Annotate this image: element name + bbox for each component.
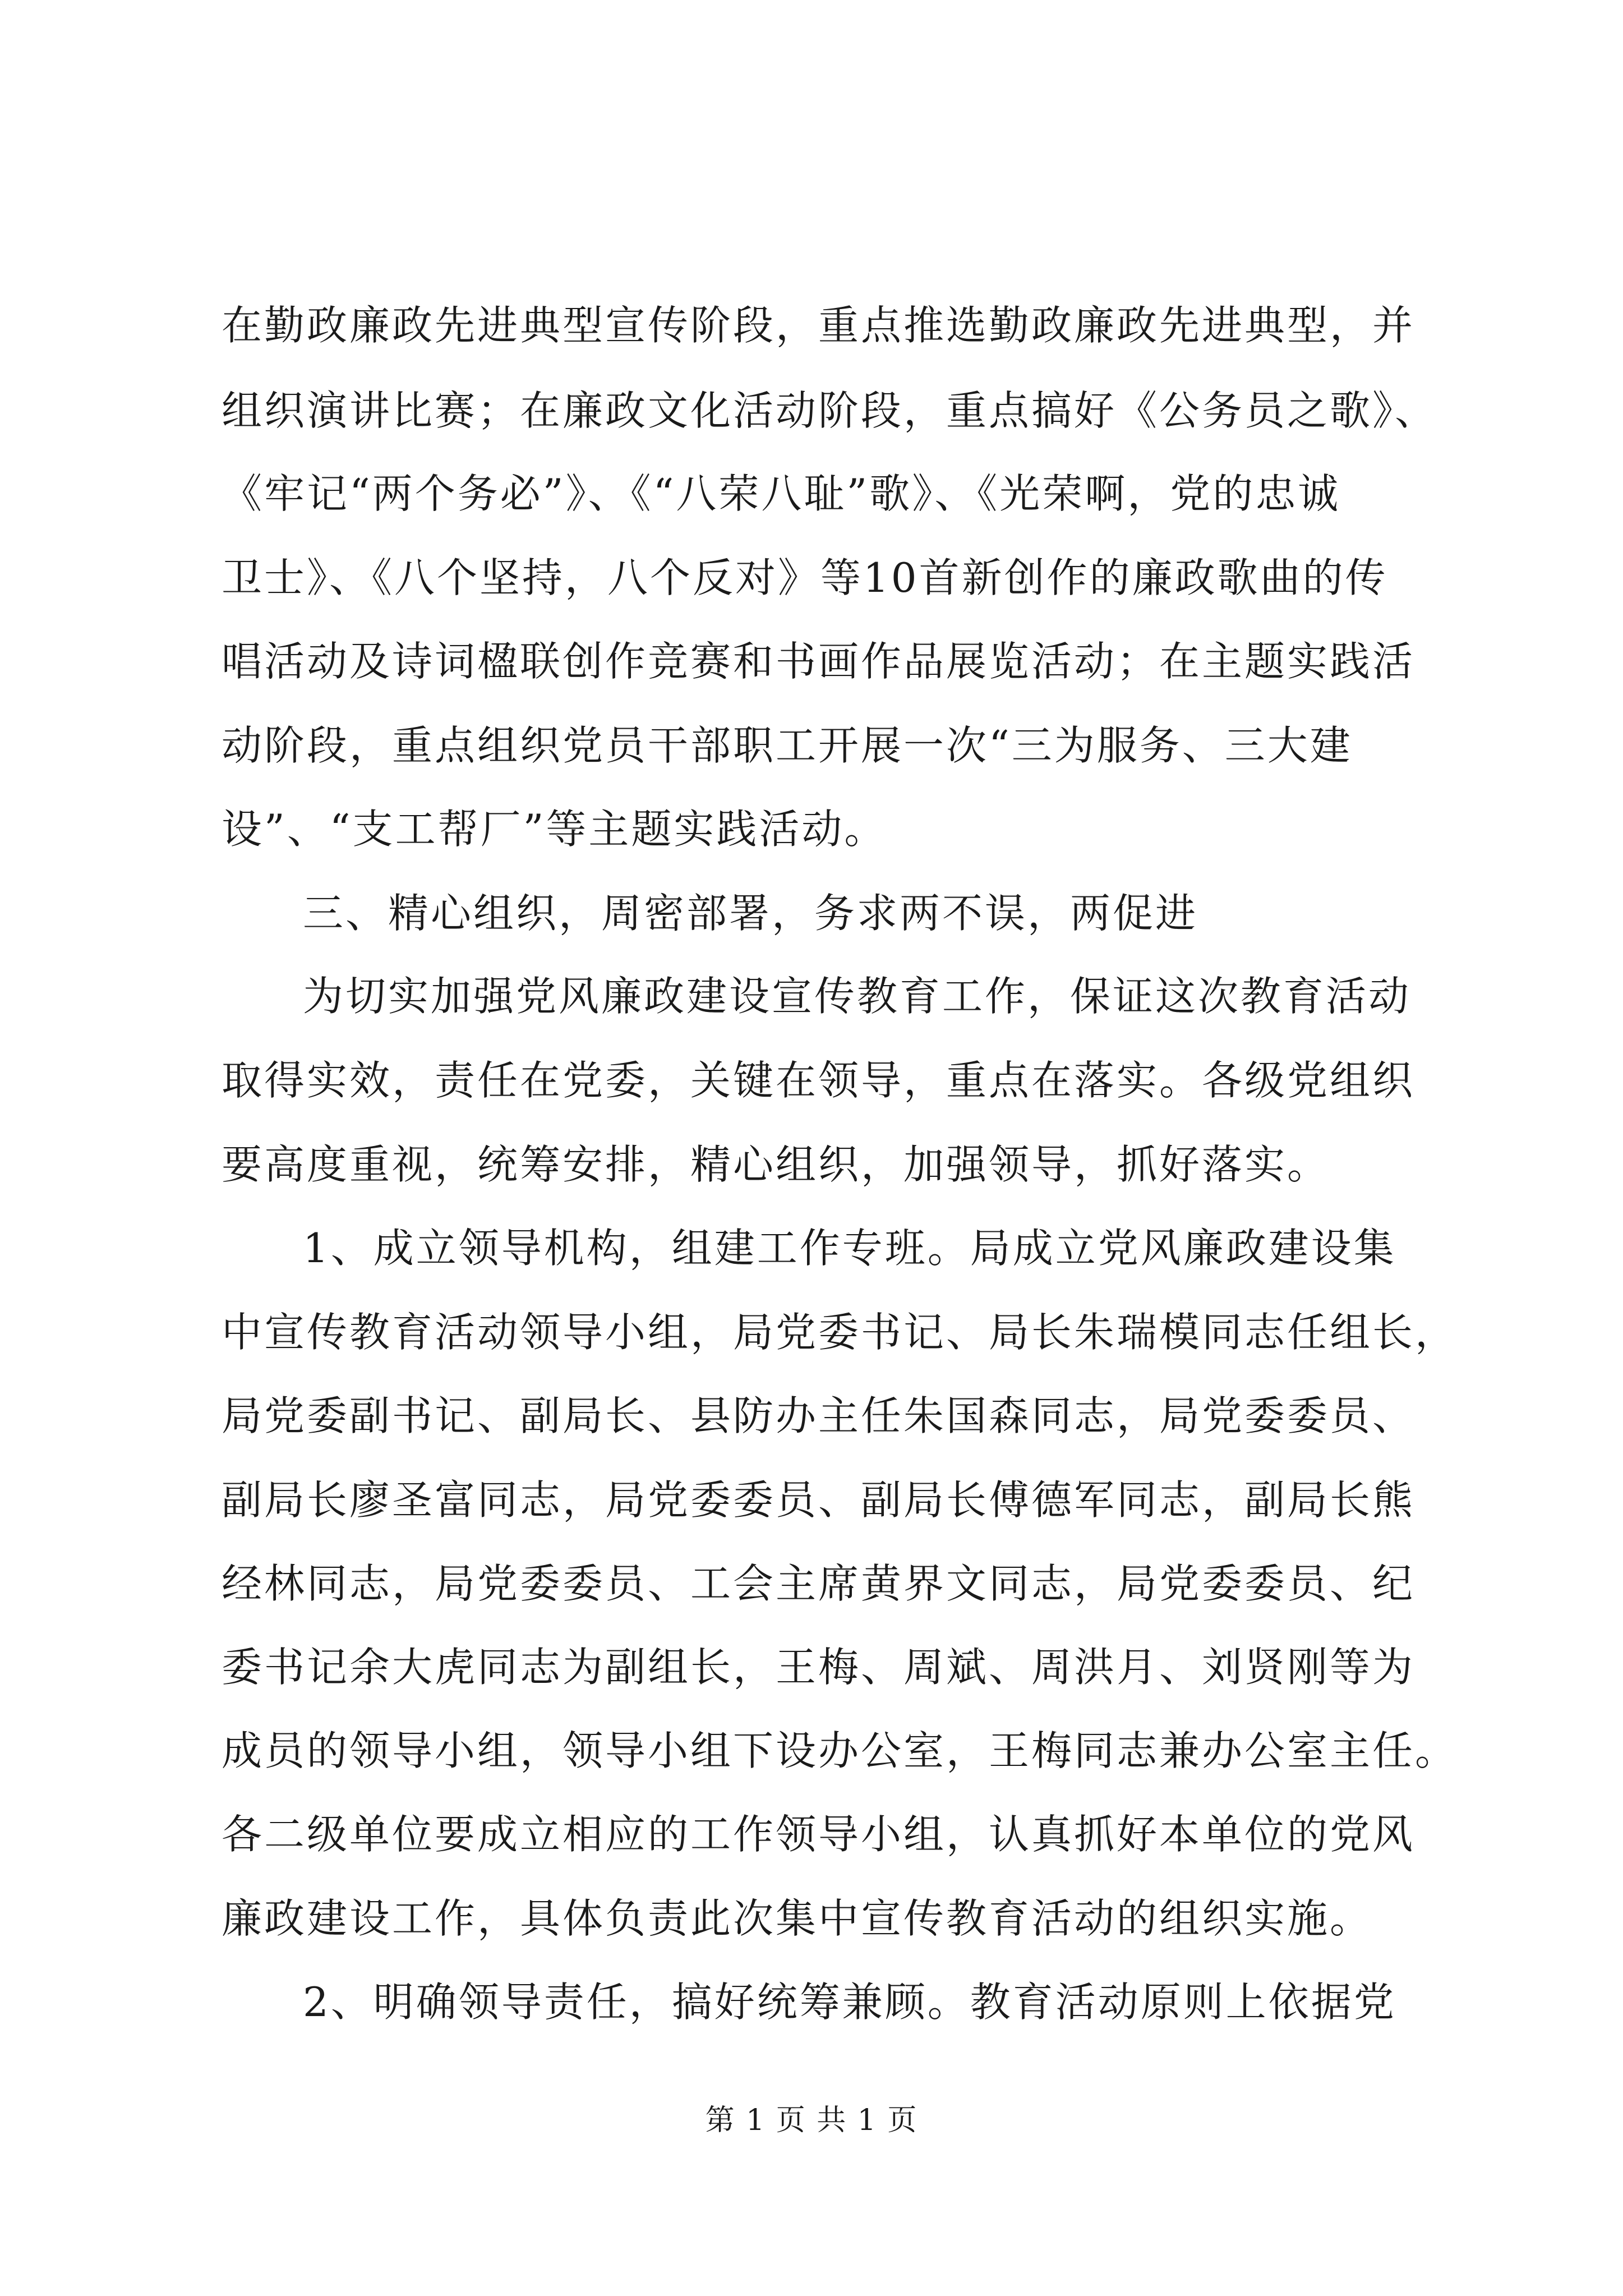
text-line: 各二级单位要成立相应的工作领导小组，认真抓好本单位的党风 [222,1811,1415,1858]
page-footer: 第 1 页 共 1 页 [705,2104,918,2137]
text-line: 《牢记“两个务必”》、《“八荣八耻”歌》、《光荣啊，党的忠诚 [222,470,1341,517]
text-line: 经林同志，局党委委员、工会主席黄界文同志，局党委委员、纪 [222,1560,1415,1607]
text-line: 组织演讲比赛；在廉政文化活动阶段，重点搞好《公务员之歌》、 [222,387,1438,434]
text-line: 卫士》、《八个坚持，八个反对》等10首新创作的廉政歌曲的传 [222,554,1388,601]
text-line: 在勤政廉政先进典型宣传阶段，重点推选勤政廉政先进典型，并 [222,302,1415,349]
text-line: 唱活动及诗词楹联创作竞赛和书画作品展览活动；在主题实践活 [222,638,1415,685]
text-line: 取得实效，责任在党委，关键在领导，重点在落实。各级党组织 [222,1057,1415,1104]
text-line: 廉政建设工作，具体负责此次集中宣传教育活动的组织实施。 [222,1895,1373,1942]
text-line: 要高度重视，统筹安排，精心组织，加强领导，抓好落实。 [222,1141,1330,1188]
text-line: 成员的领导小组，领导小组下设办公室，王梅同志兼办公室主任。 [222,1727,1458,1774]
paragraph-start-line: 为切实加强党风廉政建设宣传教育工作，保证这次教育活动 [303,973,1412,1020]
text-line: 动阶段，重点组织党员干部职工开展一次“三为服务、三大建 [222,722,1353,769]
text-line: 委书记余大虎同志为副组长，王梅、周斌、周洪月、刘贤刚等为 [222,1644,1415,1691]
text-line: 副局长廖圣富同志，局党委委员、副局长傅德军同志，副局长熊 [222,1476,1415,1524]
paragraph-start-line: 1、成立领导机构，组建工作专班。局成立党风廉政建设集 [303,1225,1396,1272]
text-line: 局党委副书记、副局长、县防办主任朱国森同志，局党委委员、 [222,1392,1415,1439]
text-line: 中宣传教育活动领导小组，局党委书记、局长朱瑞模同志任组长， [222,1309,1458,1356]
text-line: 设”、“支工帮厂”等主题实践活动。 [222,806,887,853]
paragraph-start-line: 2、明确领导责任，搞好统筹兼顾。教育活动原则上依据党 [303,1978,1396,2026]
section-heading: 三、精心组织，周密部署，务求两不误，两促进 [303,890,1198,937]
